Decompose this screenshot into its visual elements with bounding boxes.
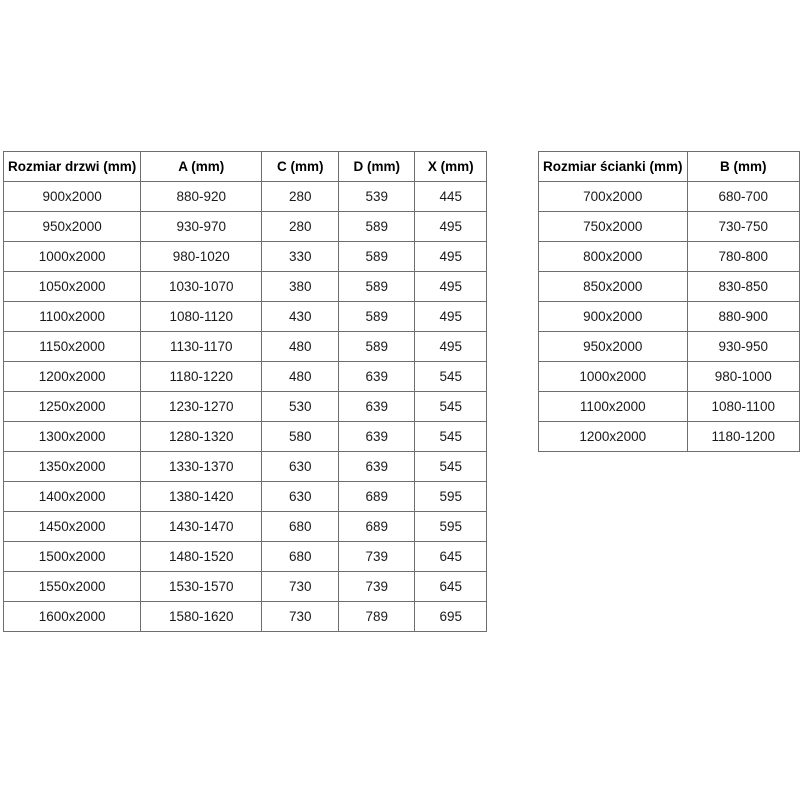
table-cell: 589: [339, 302, 415, 332]
table-row: [539, 302, 800, 332]
table-cell: 495: [415, 272, 487, 302]
table-cell: 1530-1570: [141, 572, 262, 602]
table-cell: 639: [339, 392, 415, 422]
table-cell: 950x2000: [539, 332, 688, 362]
table-cell: 330: [262, 242, 339, 272]
table-row: [539, 242, 800, 272]
table-cell: 1000x2000: [539, 362, 688, 392]
table-cell: 1450x2000: [4, 512, 141, 542]
table-cell: 1250x2000: [4, 392, 141, 422]
table-cell: 1180-1220: [141, 362, 262, 392]
table-cell: 700x2000: [539, 182, 688, 212]
table-cell: 689: [339, 482, 415, 512]
table-cell: 645: [415, 572, 487, 602]
table-cell: 1100x2000: [4, 302, 141, 332]
table-cell: 589: [339, 272, 415, 302]
table-cell: 589: [339, 242, 415, 272]
wall-sizes-table: [538, 151, 800, 452]
table-cell: 880-900: [687, 302, 799, 332]
table-cell: 1380-1420: [141, 482, 262, 512]
table-cell: 1280-1320: [141, 422, 262, 452]
table-cell: 780-800: [687, 242, 799, 272]
door-sizes-table: [3, 151, 487, 632]
table-cell: 689: [339, 512, 415, 542]
table-cell: 589: [339, 212, 415, 242]
table-cell: 900x2000: [539, 302, 688, 332]
table-cell: 539: [339, 182, 415, 212]
table-row: [539, 332, 800, 362]
table-row: [4, 392, 487, 422]
table-row: [539, 362, 800, 392]
table-cell: 1500x2000: [4, 542, 141, 572]
table-cell: 545: [415, 422, 487, 452]
table-cell: 645: [415, 542, 487, 572]
table-cell: 589: [339, 332, 415, 362]
column-header: Rozmiar drzwi (mm): [4, 152, 141, 182]
table-cell: 880-920: [141, 182, 262, 212]
table-cell: 750x2000: [539, 212, 688, 242]
table-cell: 789: [339, 602, 415, 632]
table-cell: 595: [415, 482, 487, 512]
table-cell: 495: [415, 242, 487, 272]
table-cell: 1050x2000: [4, 272, 141, 302]
table-cell: 1000x2000: [4, 242, 141, 272]
column-header: Rozmiar ścianki (mm): [539, 152, 688, 182]
table-cell: 1130-1170: [141, 332, 262, 362]
table-cell: 739: [339, 542, 415, 572]
table-cell: 1200x2000: [4, 362, 141, 392]
table-cell: 639: [339, 362, 415, 392]
table-cell: 1150x2000: [4, 332, 141, 362]
table-cell: 680: [262, 512, 339, 542]
table-cell: 495: [415, 332, 487, 362]
table-cell: 1030-1070: [141, 272, 262, 302]
table-row: [4, 242, 487, 272]
table-row: [539, 422, 800, 452]
table-cell: 695: [415, 602, 487, 632]
table-cell: 1550x2000: [4, 572, 141, 602]
table-cell: 280: [262, 212, 339, 242]
table-row: [4, 422, 487, 452]
door-sizes-table-container: [3, 151, 487, 632]
table-cell: 980-1000: [687, 362, 799, 392]
table-cell: 495: [415, 302, 487, 332]
table-cell: 930-950: [687, 332, 799, 362]
table-cell: 900x2000: [4, 182, 141, 212]
table-row: [4, 452, 487, 482]
column-header: C (mm): [262, 152, 339, 182]
table-cell: 1300x2000: [4, 422, 141, 452]
table-cell: 1100x2000: [539, 392, 688, 422]
table-cell: 530: [262, 392, 339, 422]
header-row: [4, 152, 487, 182]
table-row: [4, 212, 487, 242]
column-header: D (mm): [339, 152, 415, 182]
table-cell: 680-700: [687, 182, 799, 212]
table-cell: 480: [262, 332, 339, 362]
table-cell: 545: [415, 362, 487, 392]
table-row: [4, 302, 487, 332]
table-row: [4, 602, 487, 632]
table-cell: 1330-1370: [141, 452, 262, 482]
table-cell: 730-750: [687, 212, 799, 242]
table-cell: 1400x2000: [4, 482, 141, 512]
table-cell: 380: [262, 272, 339, 302]
table-cell: 545: [415, 392, 487, 422]
table-cell: 1200x2000: [539, 422, 688, 452]
table-cell: 280: [262, 182, 339, 212]
table-cell: 1080-1120: [141, 302, 262, 332]
table-cell: 1600x2000: [4, 602, 141, 632]
table-cell: 739: [339, 572, 415, 602]
table-row: [4, 572, 487, 602]
table-row: [4, 512, 487, 542]
table-cell: 1430-1470: [141, 512, 262, 542]
table-cell: 430: [262, 302, 339, 332]
table-cell: 850x2000: [539, 272, 688, 302]
table-cell: 1180-1200: [687, 422, 799, 452]
table-cell: 595: [415, 512, 487, 542]
table-cell: 980-1020: [141, 242, 262, 272]
table-cell: 545: [415, 452, 487, 482]
table-row: [4, 332, 487, 362]
table-cell: 730: [262, 602, 339, 632]
table-cell: 680: [262, 542, 339, 572]
table-cell: 639: [339, 422, 415, 452]
table-row: [4, 362, 487, 392]
header-row: [539, 152, 800, 182]
table-cell: 830-850: [687, 272, 799, 302]
table-cell: 950x2000: [4, 212, 141, 242]
table-cell: 1080-1100: [687, 392, 799, 422]
table-cell: 930-970: [141, 212, 262, 242]
table-row: [4, 542, 487, 572]
table-cell: 730: [262, 572, 339, 602]
table-cell: 1350x2000: [4, 452, 141, 482]
table-cell: 630: [262, 482, 339, 512]
table-cell: 1480-1520: [141, 542, 262, 572]
table-row: [4, 482, 487, 512]
table-cell: 445: [415, 182, 487, 212]
table-row: [539, 182, 800, 212]
table-cell: 580: [262, 422, 339, 452]
table-row: [539, 392, 800, 422]
table-row: [4, 272, 487, 302]
table-cell: 480: [262, 362, 339, 392]
table-cell: 630: [262, 452, 339, 482]
table-cell: 1230-1270: [141, 392, 262, 422]
table-cell: 495: [415, 212, 487, 242]
table-cell: 1580-1620: [141, 602, 262, 632]
table-row: [4, 182, 487, 212]
column-header: X (mm): [415, 152, 487, 182]
column-header: A (mm): [141, 152, 262, 182]
table-cell: 800x2000: [539, 242, 688, 272]
table-row: [539, 212, 800, 242]
table-row: [539, 272, 800, 302]
table-cell: 639: [339, 452, 415, 482]
column-header: B (mm): [687, 152, 799, 182]
wall-sizes-table-container: [538, 151, 800, 452]
